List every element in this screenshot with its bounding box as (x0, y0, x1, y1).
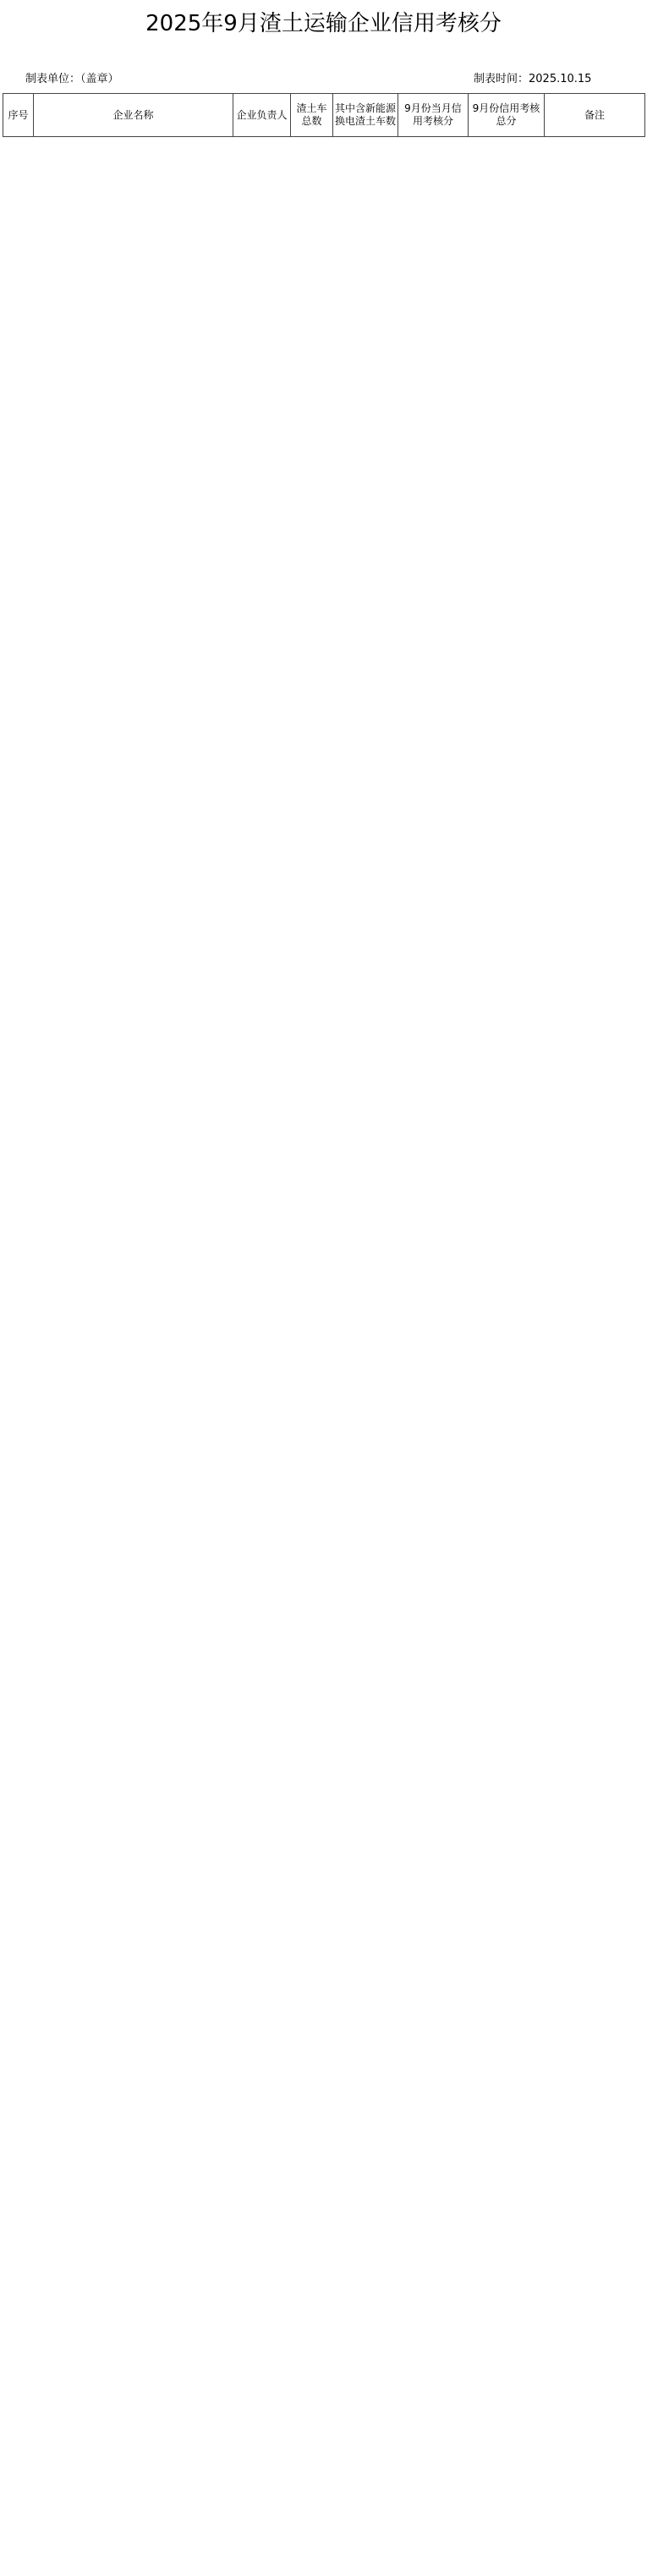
header-truck-total: 渣土车总数 (291, 94, 333, 137)
header-index: 序号 (3, 94, 34, 137)
date-value: 2025.10.15 (529, 73, 592, 85)
header-manager: 企业负责人 (233, 94, 291, 137)
date-label: 制表时间： (474, 73, 529, 85)
header-total-score: 9月份信用考核总分 (469, 94, 545, 137)
header-remark: 备注 (545, 94, 645, 137)
header-month-score: 9月份当月信用考核分 (398, 94, 469, 137)
meta-row (0, 69, 647, 90)
header-company: 企业名称 (34, 94, 233, 137)
table-header-row (3, 94, 645, 137)
unit-label: 制表单位：（盖章） (25, 73, 119, 85)
credit-score-table (3, 93, 645, 137)
page-title: 2025年9月渣土运输企业信用考核分 (145, 11, 502, 36)
date-info (474, 69, 591, 90)
header-ev-trucks: 其中含新能源换电渣土车数 (333, 94, 398, 137)
